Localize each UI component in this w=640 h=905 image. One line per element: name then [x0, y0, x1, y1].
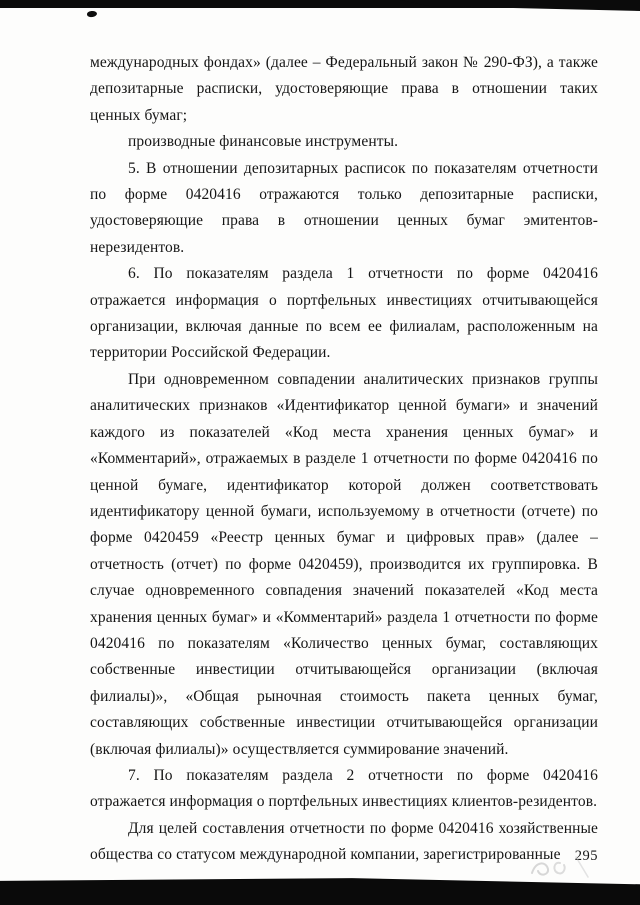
scan-border-bottom: [0, 877, 640, 905]
page-number: 295: [574, 848, 598, 864]
scan-artifact: [526, 853, 612, 881]
paragraph: При одновременном совпадении аналитических признаков группы аналитических признаков «Идентификатор ценной бумаги» и значений каждого из показателей «Код места хранения ценных бумаг» и «Комментарий», отражаемых в разделе 1 отчетности по форме 0420416 по ценной бумаге, идентификатор которой должен соответствовать идентификатору ценной бумаги, используемому в отчетности (отчете) по форме 0420459 «Реестр ценных бумаг и цифровых прав» (далее – отчетность (отчет) по форме 0420459), производится их группировка. В случае одновременного совпадения значений показателей «Код места хранения ценных бумаг» и «Комментарий» раздела 1 отчетности по форме 0420416 по показателям «Количество ценных бумаг, составляющих собственные инвестиции отчитывающейся организации (включая филиалы)», «Общая рыночная стоимость пакета ценных бумаг, составляющих собственные инвестиции отчитывающейся организации (включая филиалы)» осуществляется суммирование значений.: [90, 370, 598, 758]
paragraph: международных фондах» (далее – Федеральный закон № 290-ФЗ), а также депозитарные расписки, удостоверяющие права в отношении таких ценных бумаг;: [90, 54, 598, 124]
document-text-block: [90, 50, 598, 869]
paragraph: Для целей составления отчетности по форме 0420416 хозяйственные общества со статусом международной компании, зарегистрированные: [90, 819, 598, 864]
paragraph: 5. В отношении депозитарных расписок по показателям отчетности по форме 0420416 отражаются только депозитарные расписки, удостоверяющие права в отношении ценных бумаг эмитентов-нерезидентов.: [90, 159, 598, 256]
scan-border-top-right: [400, 0, 640, 11]
paragraph: 6. По показателям раздела 1 отчетности по форме 0420416 отражается информация о портфельных инвестициях отчитывающейся организации, включая данные по всем ее филиалам, расположенным на территории Российской Федерации.: [90, 265, 598, 362]
scan-artifact-dot: [87, 10, 98, 17]
paragraph: 7. По показателям раздела 2 отчетности по форме 0420416 отражается информация о портфельных инвестициях клиентов-резидентов.: [90, 766, 598, 811]
paragraph: производные финансовые инструменты.: [128, 133, 399, 151]
